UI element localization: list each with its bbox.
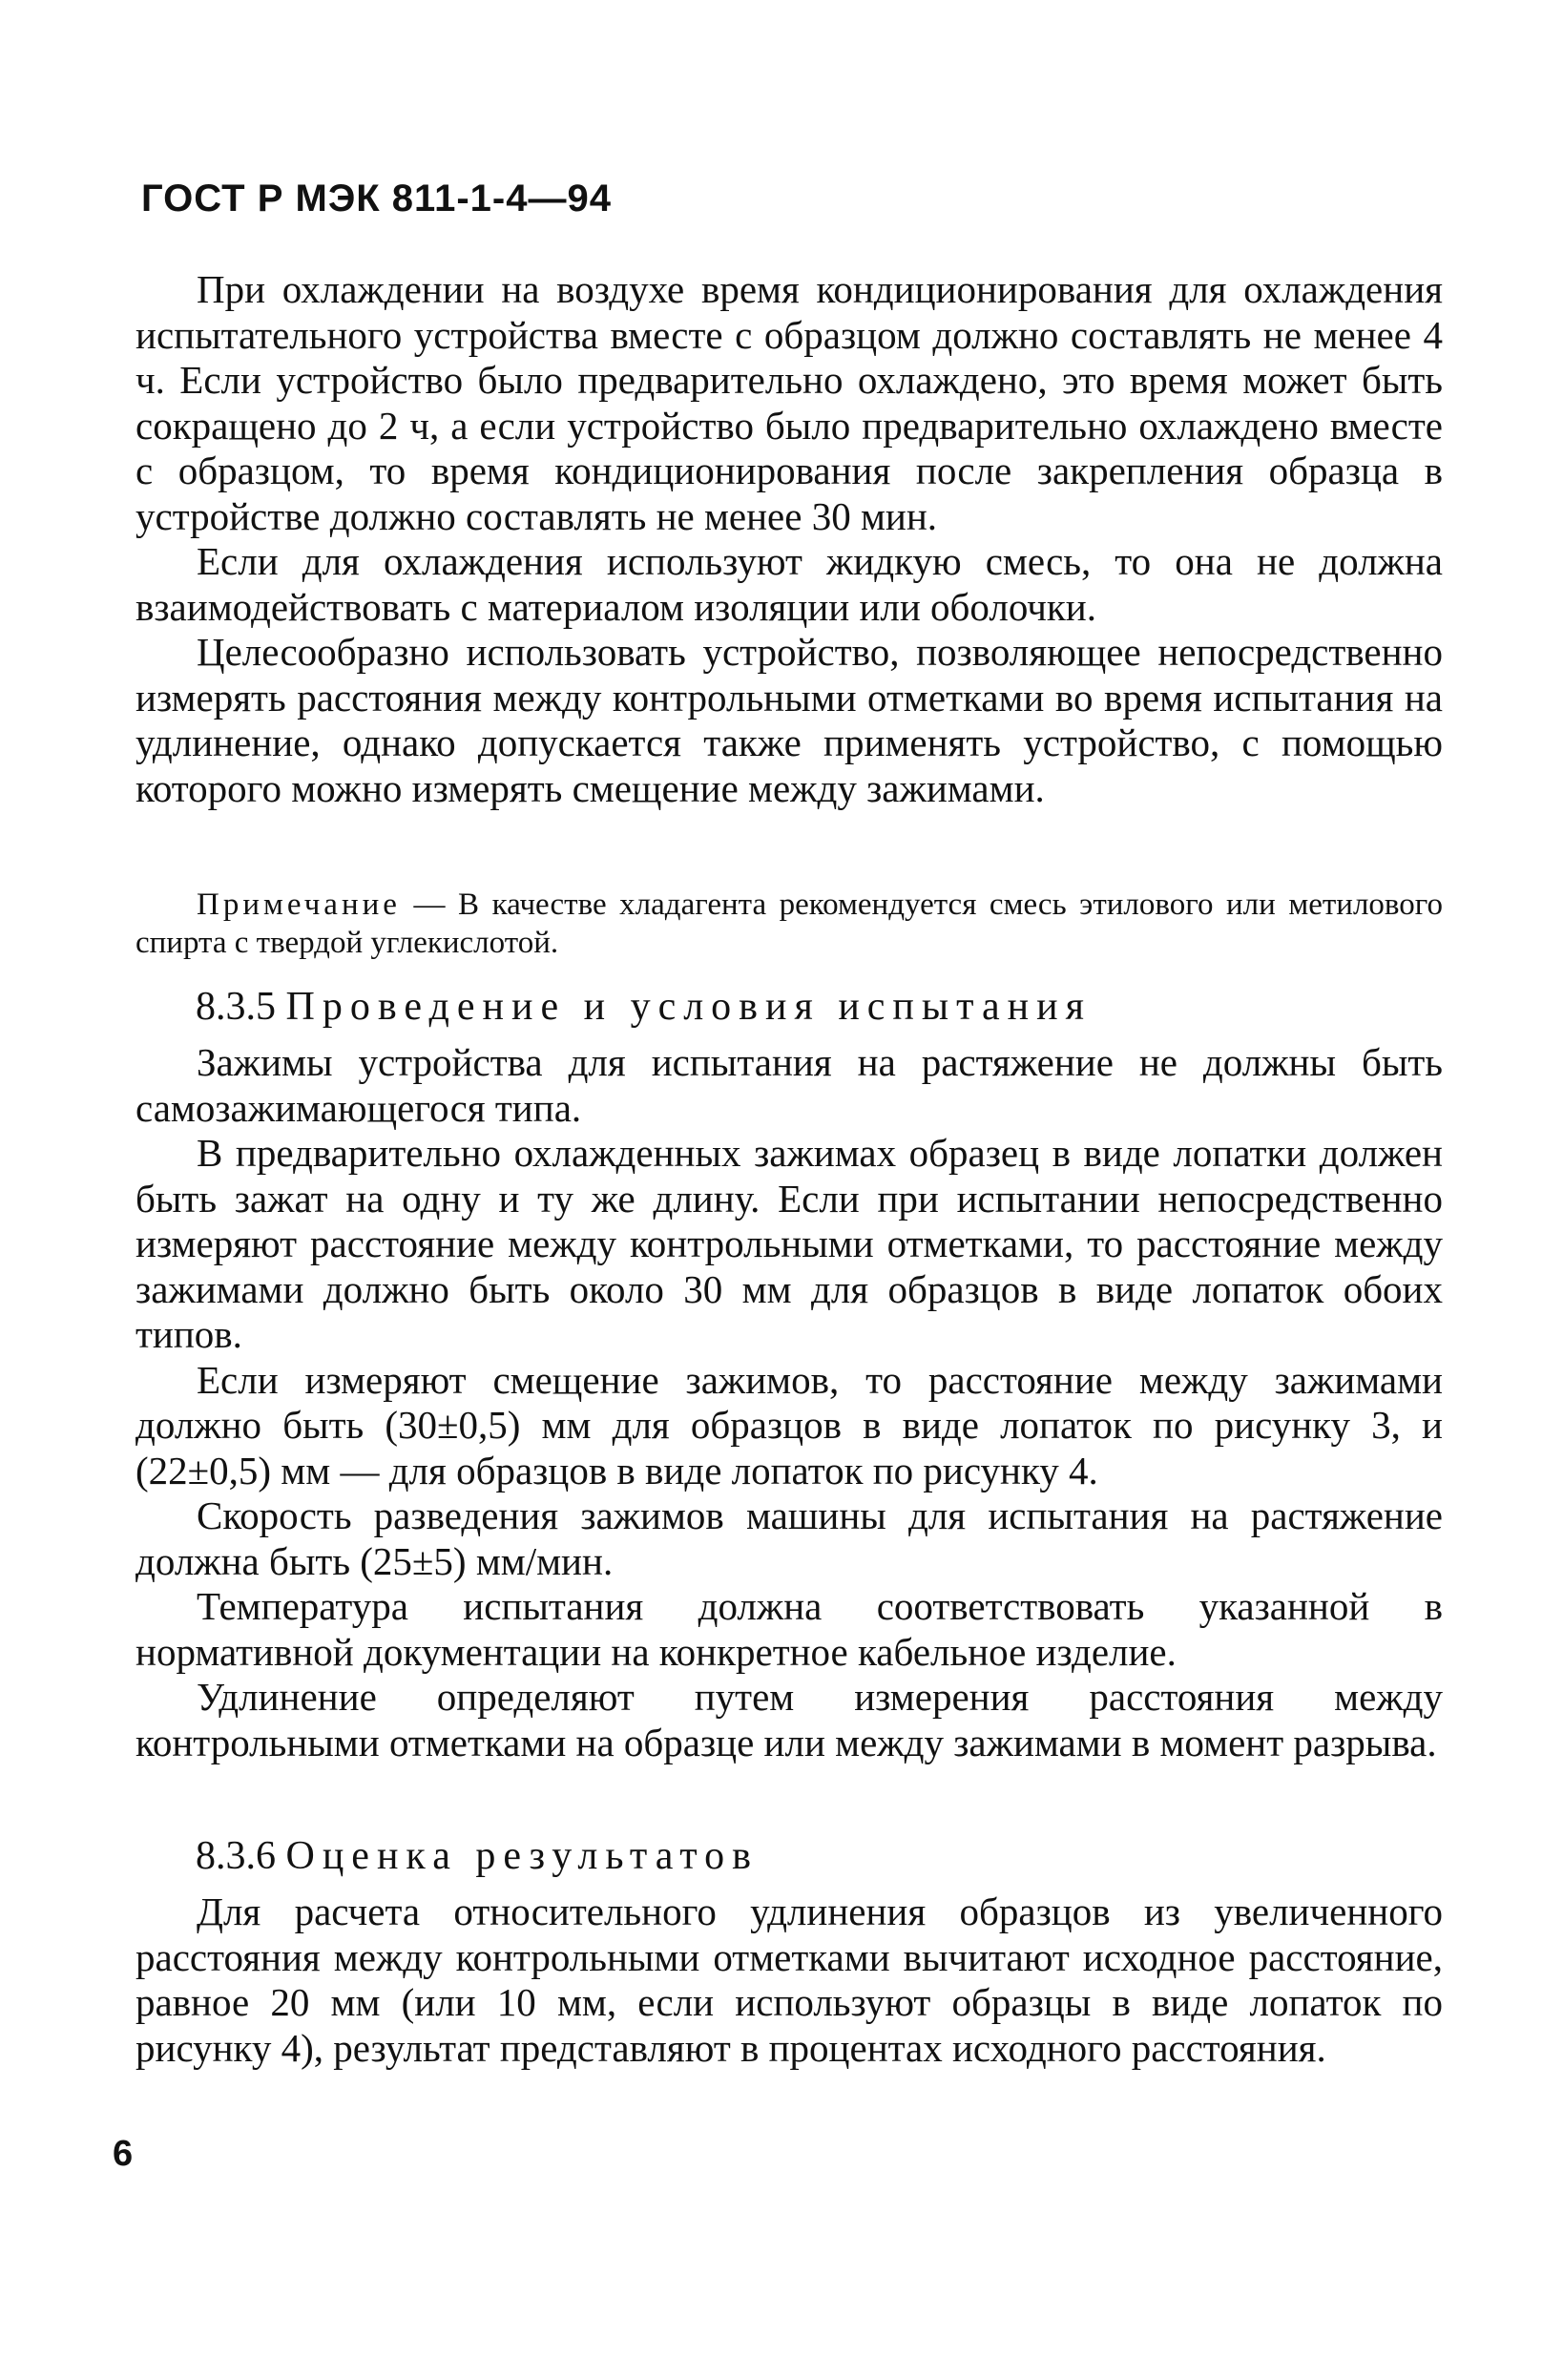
text-block-evaluation bbox=[135, 1889, 1443, 2071]
paragraph: Удлинение определяют путем измерения расстояния между контрольными отметками на образце или между зажимами в момент разрыва. bbox=[135, 1675, 1443, 1764]
paragraph: В предварительно охлажденных зажимах образец в виде лопатки должен быть зажат на одну и ту же длину. Если при испытании непосредственно измеряют расстояние между контрольными отметками, то расстояние между зажимами должно быть около 30 мм для образцов в виде лопаток обоих типов. bbox=[135, 1131, 1443, 1356]
section-number: 8.3.5 bbox=[196, 985, 276, 1029]
note bbox=[135, 886, 1443, 962]
paragraph: Температура испытания должна соответствовать указанной в нормативной документации на конкретное кабельное изделие. bbox=[135, 1584, 1443, 1674]
page-number: 6 bbox=[113, 2134, 134, 2174]
paragraph: Зажимы устройства для испытания на растяжение не должны быть самозажимающегося типа. bbox=[135, 1040, 1443, 1130]
paragraph: Для расчета относительного удлинения образцов из увеличенного расстояния между контрольными отметками вычитают исходное расстояние, равное 20 мм (или 10 мм, если используют образцы в виде лопаток по рисунку 4), результат представляют в процентах исходного расстояния. bbox=[135, 1889, 1443, 2070]
section-title: Оценка результатов bbox=[285, 1834, 759, 1878]
note-text: — В качестве хладагента рекомендуется смесь этилового или метилового спирта с твердой углекислотой. bbox=[135, 887, 1443, 960]
note-label: Примечание bbox=[197, 887, 401, 922]
section-heading-8-3-6 bbox=[196, 1832, 759, 1880]
paragraph: Скорость разведения зажимов машины для испытания на растяжение должна быть (25±5) мм/мин. bbox=[135, 1493, 1443, 1583]
document-code-header: ГОСТ Р МЭК 811-1-4—94 bbox=[141, 177, 612, 219]
paragraph: При охлаждении на воздухе время кондиционирования для охлаждения испытательного устройства вместе с образцом должно составлять не менее 4 ч. Если устройство было предварительно охлаждено, это время может быть сокращено до 2 ч, а если устройство было предварительно охлаждено вместе с образцом, то время кондиционирования после закрепления образца в устройстве должно составлять не менее 30 мин. bbox=[135, 267, 1443, 538]
paragraph: Целесообразно использовать устройство, позволяющее непосредственно измерять расстояния между контрольными отметками во время испытания на удлинение, однако допускается также применять устройство, с помощью которого можно измерять смещение между зажимами. bbox=[135, 630, 1443, 810]
section-heading-8-3-5 bbox=[196, 983, 1092, 1031]
text-block-conditioning bbox=[135, 267, 1443, 811]
paragraph: Если измеряют смещение зажимов, то расстояние между зажимами должно быть (30±0,5) мм для образцов в виде лопаток по рисунку 3, и (22±0,5) мм — для образцов в виде лопаток по рисунку 4. bbox=[135, 1357, 1443, 1493]
section-number: 8.3.6 bbox=[196, 1834, 276, 1878]
text-block-test-conditions bbox=[135, 1040, 1443, 1765]
paragraph: Если для охлаждения используют жидкую смесь, то она не должна взаимодействовать с материалом изоляции или оболочки. bbox=[135, 539, 1443, 629]
section-title: Проведение и условия испытания bbox=[285, 985, 1092, 1029]
